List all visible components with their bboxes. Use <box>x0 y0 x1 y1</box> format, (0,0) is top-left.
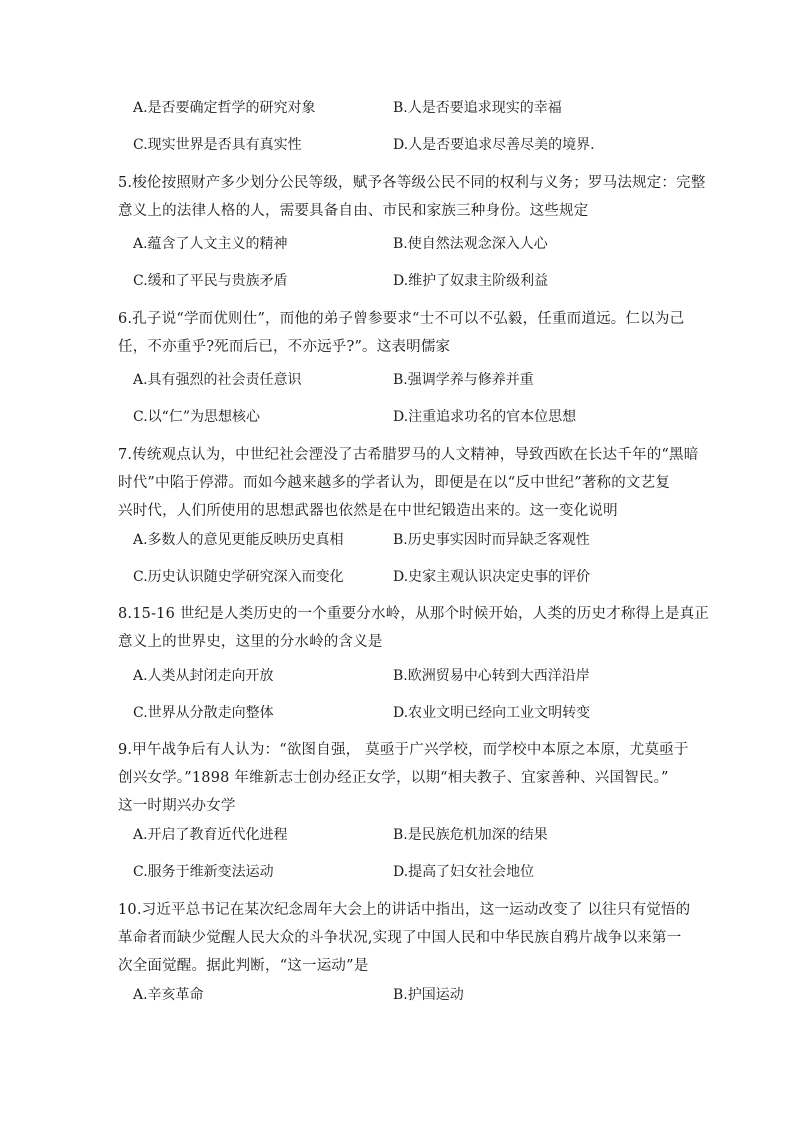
q7-option-b: B.历史事实因时而异缺乏客观性 <box>393 532 590 548</box>
q9-stem-line: 这一时期兴办女学 <box>118 798 236 814</box>
q7-option-d: D.史家主观认识决定史事的评价 <box>393 569 591 585</box>
q10-option-b: B.护国运动 <box>393 987 464 1003</box>
q6-option-d: D.注重追求功名的官本位思想 <box>393 409 577 425</box>
q8-stem-line: 意义上的世界史，这里的分水岭的含义是 <box>118 634 383 650</box>
q4-option-d: D.人是否要追求尽善尽美的境界. <box>393 137 595 153</box>
q7-option-c: C.历史认识随史学研究深入而变化 <box>133 569 344 585</box>
q8-option-b: B.欧洲贸易中心转到大西洋沿岸 <box>393 668 590 684</box>
q10-stem-line: 10.习近平总书记在某次纪念周年大会上的讲话中指出，这一运动改变了 以往只有觉悟的 <box>118 902 691 918</box>
q4-option-c: C.现实世界是否具有真实性 <box>133 137 302 153</box>
q5-stem-line: 意义上的法律人格的人，需要具备自由、市民和家族三种身份。这些规定 <box>118 203 589 219</box>
q5-option-b: B.使自然法观念深入人心 <box>393 236 548 252</box>
q5-option-c: C.缓和了平民与贵族矛盾 <box>133 273 288 289</box>
q4-option-b: B.人是否要追求现实的幸福 <box>393 100 562 116</box>
q9-stem <box>118 736 689 820</box>
q10-option-a: A.辛亥革命 <box>133 987 204 1003</box>
q6-stem-line: 任，不亦重乎?死而后已，不亦远乎?”。这表明儒家 <box>118 339 451 355</box>
q5-stem-line: 5.梭伦按照财产多少划分公民等级，赋予各等级公民不同的权利与义务；罗马法规定：完整 <box>118 175 706 191</box>
q6-option-b: B.强调学养与修养并重 <box>393 372 534 388</box>
q7-stem <box>118 441 699 525</box>
q4-option-a: A.是否要确定哲学的研究对象 <box>133 100 316 116</box>
q5-stem <box>118 169 706 225</box>
q9-option-d: D.提高了妇女社会地位 <box>393 864 535 880</box>
q10-stem <box>118 896 691 980</box>
q9-stem-line: 创兴女学。”1898 年维新志士创办经正女学，以期“相夫教子、宜家善种、兴国智民。” <box>118 770 669 786</box>
q10-stem-line: 革命者而缺少觉醒人民大众的斗争状况,实现了中国人民和中华民族自鸦片战争以来第一 <box>118 930 682 946</box>
q6-stem <box>118 305 685 361</box>
q8-stem-line: 8.15-16 世纪是人类历史的一个重要分水岭，从那个时候开始，人类的历史才称得上是真正 <box>118 606 710 622</box>
q8-stem <box>118 600 710 656</box>
q8-option-c: C.世界从分散走向整体 <box>133 705 274 721</box>
q9-option-a: A.开启了教育近代化进程 <box>133 827 288 843</box>
q7-option-a: A.多数人的意见更能反映历史真相 <box>133 532 344 548</box>
q9-option-b: B.是民族危机加深的结果 <box>393 827 548 843</box>
q7-stem-line: 7.传统观点认为，中世纪社会湮没了古希腊罗马的人文精神，导致西欧在长达千年的“黑暗 <box>118 447 699 463</box>
q6-stem-line: 6.孔子说“学而优则仕”，而他的弟子曾参要求“士不可以不弘毅，任重而道远。仁以为己 <box>118 311 685 327</box>
q9-stem-line: 9.甲午战争后有人认为：“欲图自强， 莫亟于广兴学校，而学校中本原之本原，尤莫亟于 <box>118 742 689 758</box>
q8-option-a: A.人类从封闭走向开放 <box>133 668 274 684</box>
q7-stem-line: 时代”中陷于停滞。而如今越来越多的学者认为，即便是在以“反中世纪”著称的文艺复 <box>118 475 671 491</box>
q8-option-d: D.农业文明已经向工业文明转变 <box>393 705 591 721</box>
q6-option-c: C.以“仁”为思想核心 <box>133 409 260 425</box>
q10-stem-line: 次全面觉醒。据此判断，“这一运动”是 <box>118 958 369 974</box>
q6-option-a: A.具有强烈的社会责任意识 <box>133 372 302 388</box>
q5-option-a: A.蕴含了人文主义的精神 <box>133 236 288 252</box>
q5-option-d: D.维护了奴隶主阶级利益 <box>393 273 549 289</box>
q9-option-c: C.服务于维新变法运动 <box>133 864 274 880</box>
q7-stem-line: 兴时代，人们所使用的思想武器也依然是在中世纪锻造出来的。这一变化说明 <box>118 503 618 519</box>
